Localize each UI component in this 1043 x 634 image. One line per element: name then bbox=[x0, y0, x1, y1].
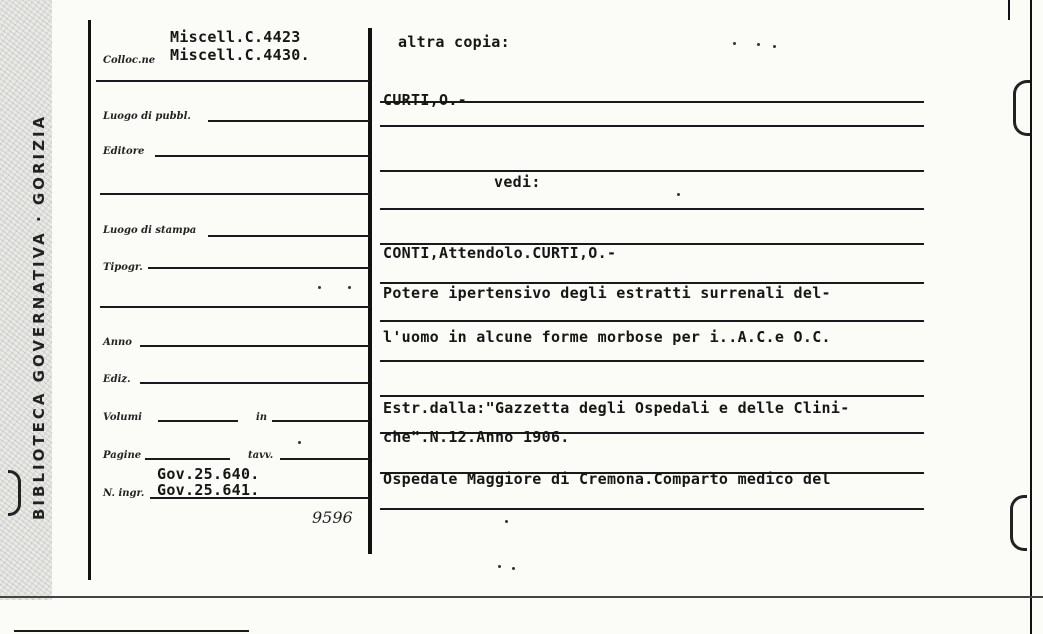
label-n-ingr: N. ingr. bbox=[103, 488, 145, 499]
center-divider bbox=[368, 28, 372, 554]
speck bbox=[298, 441, 301, 444]
rule-luogo-pubbl bbox=[208, 120, 370, 122]
binder-hole-bottom bbox=[1010, 495, 1027, 551]
source-line-2: che".N.12.Anno 1906. bbox=[383, 428, 570, 446]
speck bbox=[757, 43, 760, 46]
footer-rule bbox=[14, 630, 249, 632]
collocazione-line-1: Miscell.C.4423 bbox=[170, 28, 301, 46]
rule-colloc bbox=[96, 80, 370, 82]
collocazione-line-2: Miscell.C.4430. bbox=[170, 46, 310, 64]
card-bottom-edge bbox=[0, 596, 1043, 598]
label-luogo-pubbl: Luogo di pubbl. bbox=[103, 111, 191, 122]
binder-hole-left bbox=[8, 470, 21, 516]
handwritten-number: 9596 bbox=[312, 508, 353, 527]
label-volumi: Volumi bbox=[103, 412, 142, 423]
title-line-2: l'uomo in alcune forme morbose per i..A.C.e O.C. bbox=[383, 328, 831, 346]
rule-editore bbox=[155, 155, 370, 157]
label-collocazione: Colloc.ne bbox=[103, 55, 156, 66]
rule-anno bbox=[140, 345, 370, 347]
author-reference: CURTI,O.- bbox=[383, 91, 467, 109]
rule-r-9 bbox=[380, 395, 924, 397]
rule-r-3 bbox=[380, 170, 924, 172]
rule-blank-1 bbox=[100, 193, 370, 195]
rule-blank-2 bbox=[100, 306, 370, 308]
rule-in bbox=[272, 420, 370, 422]
label-tipogr: Tipogr. bbox=[103, 262, 143, 273]
altra-copia: altra copia: bbox=[398, 33, 510, 51]
rule-r-7 bbox=[380, 320, 924, 322]
label-luogo-stampa: Luogo di stampa bbox=[103, 225, 197, 236]
library-stamp: BIBLIOTECA GOVERNATIVA · GORIZIA bbox=[30, 113, 48, 520]
rule-ediz bbox=[140, 382, 370, 384]
speck bbox=[773, 45, 776, 48]
source-line-1: Estr.dalla:"Gazzetta degli Ospedali e delle Clini- bbox=[383, 399, 850, 417]
label-tavv: tavv. bbox=[248, 450, 274, 461]
rule-tavv bbox=[280, 458, 370, 460]
rule-tipogr bbox=[148, 267, 370, 269]
label-pagine: Pagine bbox=[103, 450, 142, 461]
rule-r-2 bbox=[380, 125, 924, 127]
speck bbox=[498, 565, 501, 568]
rule-r-12 bbox=[380, 508, 924, 510]
label-ediz: Ediz. bbox=[103, 374, 131, 385]
rule-r-8 bbox=[380, 360, 924, 362]
ingresso-line-2: Gov.25.641. bbox=[157, 481, 260, 499]
right-border bbox=[1030, 0, 1032, 634]
title-line-1: Potere ipertensivo degli estratti surrenali del- bbox=[383, 284, 831, 302]
speck bbox=[348, 286, 351, 289]
left-margin-rule bbox=[88, 20, 91, 580]
label-editore: Editore bbox=[103, 146, 145, 157]
rule-r-4 bbox=[380, 208, 924, 210]
rule-pagine bbox=[145, 458, 230, 460]
rule-volumi bbox=[158, 420, 238, 422]
vedi-note: vedi: bbox=[494, 173, 541, 191]
speck bbox=[512, 567, 515, 570]
speck bbox=[733, 42, 736, 45]
speck bbox=[677, 193, 680, 196]
main-heading: CONTI,Attendolo.CURTI,O.- bbox=[383, 244, 617, 262]
rule-luogo-stampa bbox=[208, 235, 370, 237]
label-in: in bbox=[256, 412, 268, 423]
speck bbox=[505, 520, 508, 523]
speck bbox=[318, 286, 321, 289]
binder-hole-top bbox=[1013, 80, 1030, 136]
label-anno: Anno bbox=[103, 337, 132, 348]
note-line: Ospedale Maggiore di Cremona.Comparto medico del bbox=[383, 470, 831, 488]
ingresso-line-1: Gov.25.640. bbox=[157, 465, 260, 483]
right-inner-border bbox=[1008, 0, 1010, 20]
